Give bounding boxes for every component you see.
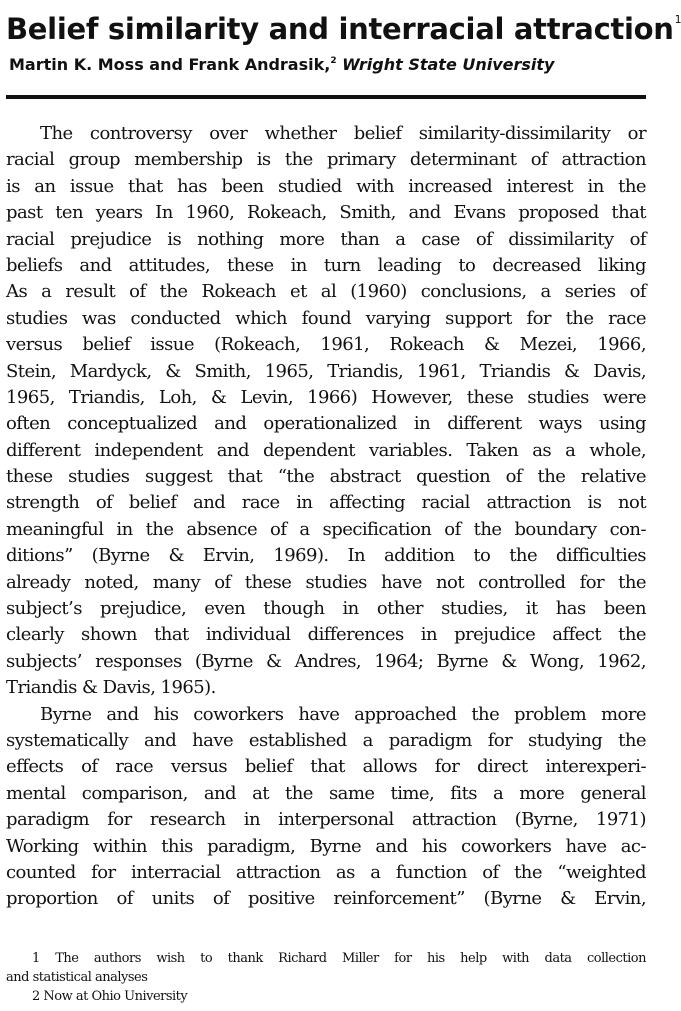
body-line: studies was conducted which found varying support for the race bbox=[6, 307, 646, 329]
body-line: proportion of units of positive reinforcement” (Byrne & Ervin, bbox=[6, 888, 646, 910]
body-line: is an issue that has been studied with increased interest in the bbox=[6, 175, 646, 197]
body-line: meaningful in the absence of a specification of the boundary con- bbox=[6, 518, 646, 540]
header-rule bbox=[6, 95, 646, 99]
body-line: different independent and dependent variables. Taken as a whole, bbox=[6, 439, 646, 461]
author-footnote-mark: 2 bbox=[330, 56, 337, 66]
body-line: subject’s prejudice, even though in other studies, it has been bbox=[6, 598, 646, 620]
author-line bbox=[9, 49, 649, 77]
body-line: systematically and have established a paradigm for studying the bbox=[6, 729, 646, 751]
footnote-2: 2 Now at Ohio University bbox=[32, 989, 188, 1004]
body-line: paradigm for research in interpersonal attraction (Byrne, 1971) bbox=[6, 809, 646, 831]
author-names: Martin K. Moss and Frank Andrasik, bbox=[9, 55, 331, 74]
author-affiliation: Wright State University bbox=[342, 55, 555, 74]
body-line: mental comparison, and at the same time, fits a more general bbox=[6, 782, 646, 804]
body-line: versus belief issue (Rokeach, 1961, Rokeach & Mezei, 1966, bbox=[6, 334, 646, 356]
body-line: racial prejudice is nothing more than a case of dissimilarity of bbox=[6, 228, 646, 250]
body-line: these studies suggest that “the abstract question of the relative bbox=[6, 466, 646, 488]
article-body bbox=[6, 121, 646, 913]
footnote-1-continued: and statistical analyses bbox=[6, 970, 148, 985]
body-line: subjects’ responses (Byrne & Andres, 1964; Byrne & Wong, 1962, bbox=[6, 650, 646, 672]
body-line: racial group membership is the primary determinant of attraction bbox=[6, 149, 646, 171]
title-footnote-mark: 1 bbox=[674, 13, 681, 26]
body-line: Working within this paradigm, Byrne and his coworkers have ac- bbox=[6, 835, 646, 857]
body-line: Stein, Mardyck, & Smith, 1965, Triandis, 1961, Triandis & Davis, bbox=[6, 360, 646, 382]
body-line: past ten years In 1960, Rokeach, Smith, and Evans proposed that bbox=[6, 202, 646, 224]
body-line: Byrne and his coworkers have approached the problem more bbox=[40, 703, 646, 725]
body-line: counted for interracial attraction as a function of the “weighted bbox=[6, 861, 646, 883]
body-line: ditions” (Byrne & Ervin, 1969). In addition to the difficulties bbox=[6, 545, 646, 567]
body-line: already noted, many of these studies have not controlled for the bbox=[6, 571, 646, 593]
footnote-1: 1 The authors wish to thank Richard Miller for his help with data collection bbox=[32, 951, 646, 966]
body-line: 1965, Triandis, Loh, & Levin, 1966) However, these studies were bbox=[6, 386, 646, 408]
body-line: As a result of the Rokeach et al (1960) conclusions, a series of bbox=[6, 281, 646, 303]
body-line: The controversy over whether belief similarity-dissimilarity or bbox=[40, 123, 646, 144]
body-line: clearly shown that individual differences in prejudice affect the bbox=[6, 624, 646, 646]
article-title: Belief similarity and interracial attraction$^1$ bbox=[6, 12, 681, 46]
body-line: often conceptualized and operationalized in different ways using bbox=[6, 413, 646, 435]
body-line: beliefs and attitudes, these in turn leading to decreased liking bbox=[6, 254, 646, 276]
body-line: strength of belief and race in affecting racial attraction is not bbox=[6, 492, 646, 514]
body-line: effects of race versus belief that allows for direct interexperi- bbox=[6, 756, 646, 778]
footnotes bbox=[6, 949, 646, 1006]
body-line: Triandis & Davis, 1965). bbox=[6, 677, 216, 699]
